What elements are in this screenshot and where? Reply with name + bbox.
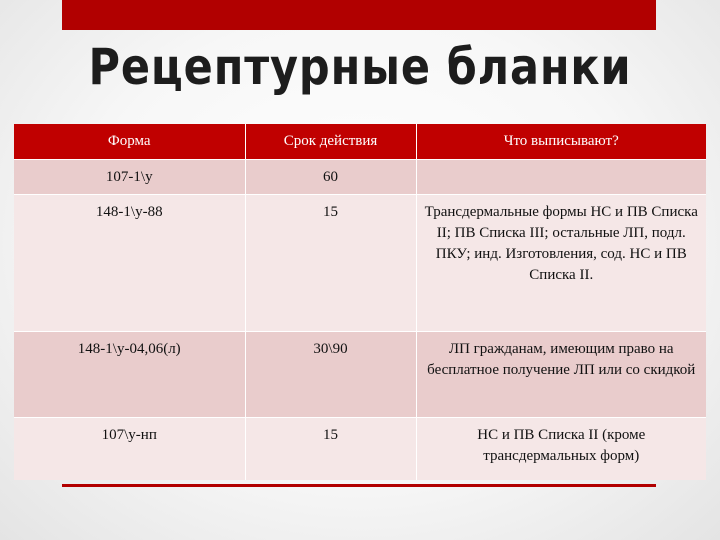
description-cell: ЛП гражданам, имеющим право на бесплатное получение ЛП или со скидкой xyxy=(416,332,706,418)
page-title: Рецептурные бланки xyxy=(88,38,632,96)
table-header-row xyxy=(14,124,706,160)
description-cell: Трансдермальные формы НС и ПВ Списка II; ПВ Списка III; остальные ЛП, подл. ПКУ; инд. Изготовления, сод. НС и ПВ Списка II. xyxy=(416,195,706,332)
description-cell: НС и ПВ Списка II (кроме трансдермальных форм) xyxy=(416,418,706,480)
table-row xyxy=(14,160,706,195)
header-form: Форма xyxy=(14,124,245,160)
validity-cell: 15 xyxy=(245,195,416,332)
header-validity: Срок действия xyxy=(245,124,416,160)
table-row xyxy=(14,195,706,332)
form-cell: 107\у-нп xyxy=(14,418,245,480)
form-cell: 107-1\у xyxy=(14,160,245,195)
header-description: Что выписывают? xyxy=(416,124,706,160)
bottom-accent-line xyxy=(62,484,656,487)
validity-cell: 60 xyxy=(245,160,416,195)
description-cell xyxy=(416,160,706,195)
table-row xyxy=(14,418,706,480)
table-row xyxy=(14,332,706,418)
form-cell: 148-1\у-04,06(л) xyxy=(14,332,245,418)
prescription-forms-table xyxy=(14,124,706,480)
validity-cell: 15 xyxy=(245,418,416,480)
validity-cell: 30\90 xyxy=(245,332,416,418)
top-accent-bar xyxy=(62,0,656,30)
form-cell: 148-1\у-88 xyxy=(14,195,245,332)
